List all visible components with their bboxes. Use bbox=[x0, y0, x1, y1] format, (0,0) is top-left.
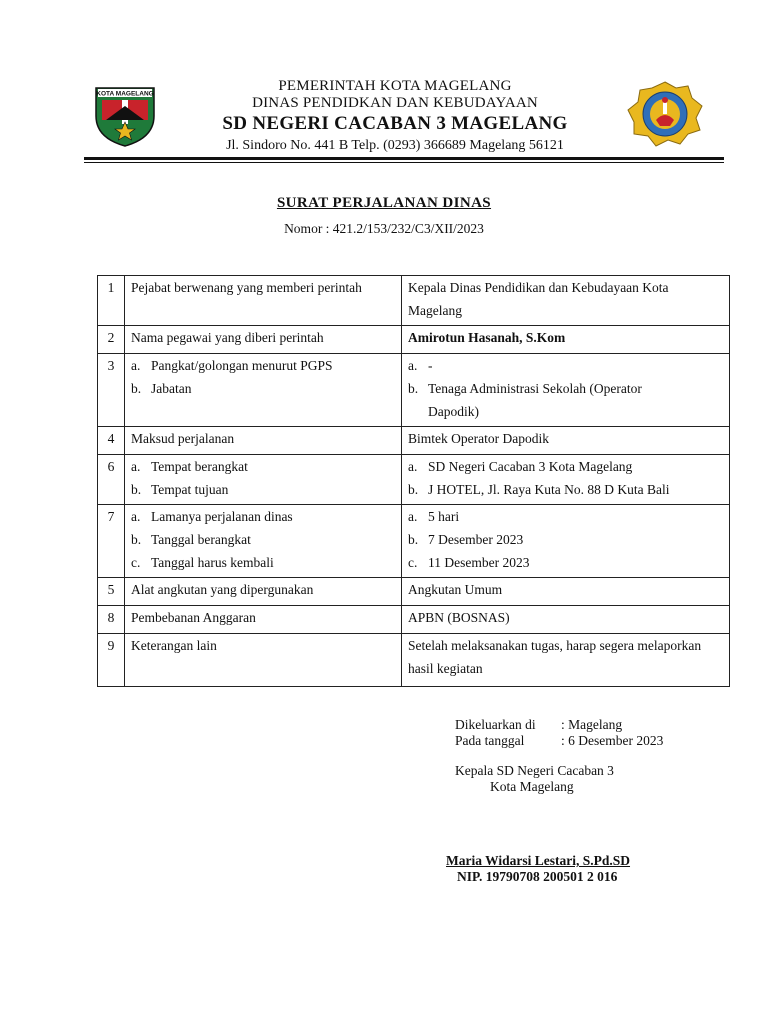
sub-value: J HOTEL, Jl. Raya Kuta No. 88 D Kuta Bali bbox=[428, 482, 670, 497]
sub-value: 5 hari bbox=[428, 509, 460, 524]
letterhead-divider-thick bbox=[84, 157, 724, 160]
sub-marker: a. bbox=[131, 509, 141, 524]
letterhead-divider-thin bbox=[84, 162, 724, 163]
sub-label: Jabatan bbox=[151, 381, 192, 396]
row-label: Keterangan lain bbox=[131, 638, 217, 653]
sub-value: 11 Desember 2023 bbox=[428, 555, 530, 570]
sub-marker: b. bbox=[408, 532, 419, 547]
sub-marker: b. bbox=[408, 381, 419, 396]
signer-position-line2: Kota Magelang bbox=[490, 779, 574, 794]
sub-label: Tempat berangkat bbox=[151, 459, 248, 474]
employee-name: Amirotun Hasanah, S.Kom bbox=[408, 330, 566, 345]
sub-marker: a. bbox=[131, 459, 141, 474]
school-name: SD NEGERI CACABAN 3 MAGELANG bbox=[222, 113, 568, 134]
row-value: Angkutan Umum bbox=[408, 582, 503, 597]
row-number: 3 bbox=[107, 358, 115, 373]
signer-nip: NIP. 19790708 200501 2 016 bbox=[457, 869, 618, 884]
sub-value: Tenaga Administrasi Sekolah (Operator bbox=[428, 381, 642, 396]
sub-value-continued: Dapodik) bbox=[428, 404, 479, 419]
table-row bbox=[98, 634, 730, 687]
row-label: Maksud perjalanan bbox=[131, 431, 235, 446]
table-row bbox=[98, 606, 730, 634]
row-value: APBN (BOSNAS) bbox=[408, 610, 510, 625]
table-row bbox=[98, 455, 730, 505]
sub-marker: c. bbox=[131, 555, 141, 570]
government-name: PEMERINTAH KOTA MAGELANG bbox=[278, 78, 512, 94]
table-row bbox=[98, 354, 730, 427]
table-row bbox=[98, 326, 730, 354]
row-number: 9 bbox=[107, 638, 115, 653]
svg-text:KOTA MAGELANG: KOTA MAGELANG bbox=[96, 90, 154, 98]
row-value: Kepala Dinas Pendidikan dan Kebudayaan Kota Magelang bbox=[408, 280, 669, 318]
travel-details-table bbox=[97, 275, 730, 687]
sub-marker: b. bbox=[408, 482, 419, 497]
issuance-block bbox=[455, 717, 663, 749]
signer-name: Maria Widarsi Lestari, S.Pd.SD bbox=[446, 853, 631, 868]
sub-value: - bbox=[428, 358, 433, 373]
table-row bbox=[98, 276, 730, 326]
row-label: Pembebanan Anggaran bbox=[131, 610, 256, 625]
document-number: Nomor : 421.2/153/232/C3/XII/2023 bbox=[284, 221, 484, 236]
table-row bbox=[98, 578, 730, 606]
education-emblem-logo bbox=[626, 80, 704, 148]
sub-marker: b. bbox=[131, 482, 142, 497]
sub-marker: a. bbox=[408, 459, 418, 474]
sub-marker: b. bbox=[131, 381, 142, 396]
table-row bbox=[98, 427, 730, 455]
row-number: 1 bbox=[107, 280, 115, 295]
row-number: 4 bbox=[107, 431, 115, 446]
school-address: Jl. Sindoro No. 441 B Telp. (0293) 366689 Magelang 56121 bbox=[226, 138, 564, 153]
issued-place-value: : Magelang bbox=[561, 717, 623, 732]
sub-marker: c. bbox=[408, 555, 418, 570]
sub-marker: a. bbox=[408, 509, 418, 524]
sub-marker: a. bbox=[131, 358, 141, 373]
sub-label: Tanggal harus kembali bbox=[151, 555, 274, 570]
table-row bbox=[98, 505, 730, 578]
row-number: 8 bbox=[107, 610, 115, 625]
issued-date-value: : 6 Desember 2023 bbox=[561, 733, 664, 748]
document-title: SURAT PERJALANAN DINAS bbox=[276, 195, 492, 211]
row-label: Pejabat berwenang yang memberi perintah bbox=[131, 280, 362, 295]
row-label: Nama pegawai yang diberi perintah bbox=[131, 330, 324, 345]
sub-value: 7 Desember 2023 bbox=[428, 532, 524, 547]
sub-label: Pangkat/golongan menurut PGPS bbox=[151, 358, 333, 373]
sub-label: Tanggal berangkat bbox=[151, 532, 251, 547]
row-number: 2 bbox=[107, 330, 115, 345]
row-number: 7 bbox=[107, 509, 115, 524]
signer-position-line1: Kepala SD Negeri Cacaban 3 bbox=[455, 763, 614, 778]
signature-block bbox=[446, 853, 630, 885]
sub-label: Lamanya perjalanan dinas bbox=[151, 509, 293, 524]
row-value: Setelah melaksanakan tugas, harap segera melaporkan hasil kegiatan bbox=[408, 638, 702, 676]
sub-label: Tempat tujuan bbox=[151, 482, 229, 497]
sub-value: SD Negeri Cacaban 3 Kota Magelang bbox=[428, 459, 633, 474]
row-label: Alat angkutan yang dipergunakan bbox=[131, 582, 314, 597]
kota-magelang-logo bbox=[92, 86, 158, 148]
letterhead bbox=[160, 78, 630, 155]
issued-place-label: Dikeluarkan di bbox=[455, 717, 536, 732]
signer-position bbox=[455, 763, 614, 795]
sub-marker: b. bbox=[131, 532, 142, 547]
issued-date-label: Pada tanggal bbox=[455, 733, 525, 748]
row-value: Bimtek Operator Dapodik bbox=[408, 431, 549, 446]
sub-marker: a. bbox=[408, 358, 418, 373]
row-number: 5 bbox=[107, 582, 115, 597]
department-name: DINAS PENDIDKAN DAN KEBUDAYAAN bbox=[252, 95, 538, 111]
row-number: 6 bbox=[107, 459, 115, 474]
